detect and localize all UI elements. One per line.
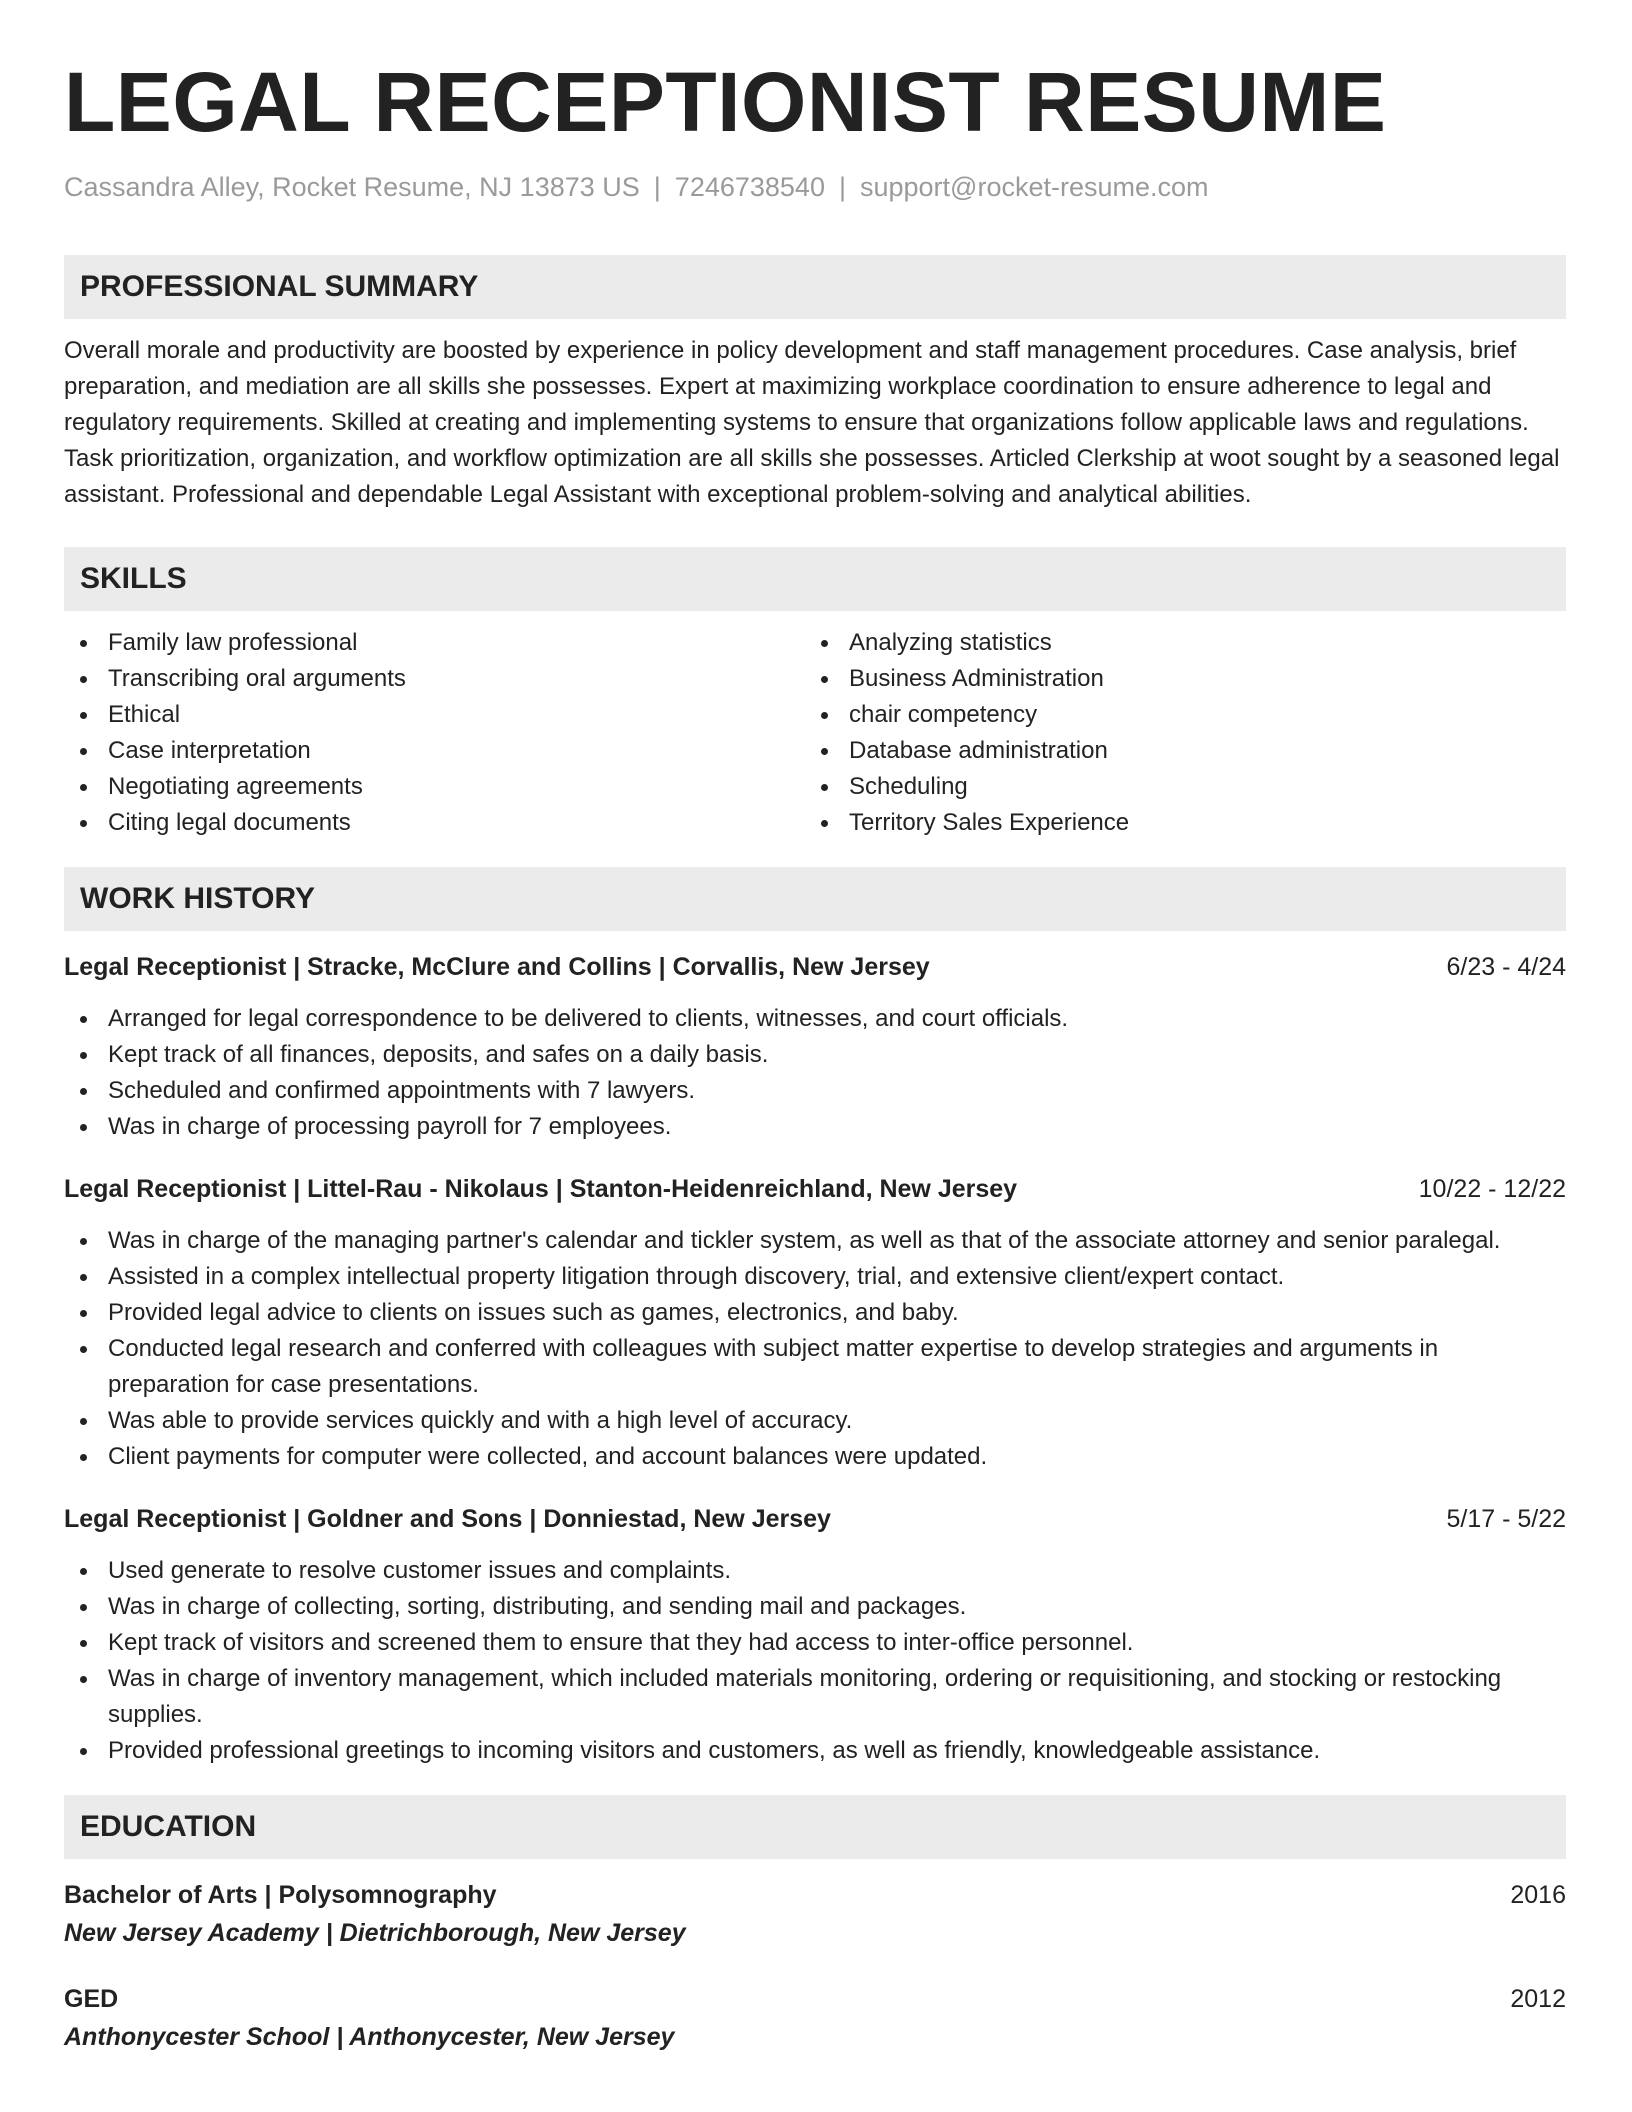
education-entry	[64, 1877, 1566, 1951]
job-bullet: Kept track of visitors and screened them to ensure that they had access to inter-office personnel.	[64, 1625, 1566, 1661]
job-bullet: Used generate to resolve customer issues and complaints.	[64, 1553, 1566, 1589]
education-school: Anthonycester School | Anthonycester, New Jersey	[64, 2023, 675, 2052]
job-bullet: Was in charge of collecting, sorting, distributing, and sending mail and packages.	[64, 1589, 1566, 1625]
job-bullet: Scheduled and confirmed appointments with 7 lawyers.	[64, 1073, 1566, 1109]
skill-item: Scheduling	[805, 769, 1546, 805]
skills-column-left	[64, 625, 805, 841]
job-header	[64, 1501, 1566, 1537]
contact-line	[64, 171, 1566, 203]
contact-phone: 7246738540	[674, 171, 825, 202]
contact-separator: |	[653, 171, 661, 202]
contact-separator: |	[838, 171, 846, 202]
job-bullets	[64, 1553, 1566, 1769]
education-school: New Jersey Academy | Dietrichborough, New Jersey	[64, 1919, 686, 1948]
skill-item: Case interpretation	[64, 733, 805, 769]
job-bullet: Arranged for legal correspondence to be delivered to clients, witnesses, and court officials.	[64, 1001, 1566, 1037]
job-title: Legal Receptionist | Littel-Rau - Nikolaus | Stanton-Heidenreichland, New Jersey	[64, 1175, 1018, 1204]
education-heading: EDUCATION	[64, 1795, 1566, 1859]
skill-item: Territory Sales Experience	[805, 805, 1546, 841]
summary-heading: PROFESSIONAL SUMMARY	[64, 255, 1566, 319]
skill-item: Database administration	[805, 733, 1546, 769]
job-entry	[64, 1501, 1566, 1769]
skill-item: Transcribing oral arguments	[64, 661, 805, 697]
education-degree: GED	[64, 1985, 119, 2014]
resume-page	[64, 52, 1566, 2055]
skills-grid	[64, 625, 1566, 841]
skills-heading: SKILLS	[64, 547, 1566, 611]
job-entry	[64, 1171, 1566, 1475]
skills-column-right	[805, 625, 1546, 841]
skill-item: Business Administration	[805, 661, 1546, 697]
skill-item: chair competency	[805, 697, 1546, 733]
work-history-list	[64, 949, 1566, 1769]
job-bullet: Was in charge of inventory management, which included materials monitoring, ordering or requisitioning, and stocking or restocking supplies.	[64, 1661, 1566, 1733]
resume-title: LEGAL RECEPTIONIST RESUME	[64, 55, 1387, 149]
job-dates: 6/23 - 4/24	[1446, 953, 1566, 982]
job-bullet: Kept track of all finances, deposits, and safes on a daily basis.	[64, 1037, 1566, 1073]
education-header	[64, 1981, 1566, 2017]
contact-email: support@rocket-resume.com	[859, 171, 1209, 202]
job-bullets	[64, 1223, 1566, 1475]
summary-text: Overall morale and productivity are boosted by experience in policy development and staff management procedures. Case analysis, brief preparation, and mediation are all skills she possesses. Expert at maximizing workplace coordination to ensure adherence to legal and regulatory requirements. Skilled at creating and implementing systems to ensure that organizations follow applicable laws and regulations. Task prioritization, organization, and workflow optimization are all skills she possesses. Articled Clerkship at woot sought by a seasoned legal assistant. Professional and dependable Legal Assistant with exceptional problem-solving and analytical abilities.	[64, 337, 1560, 509]
skill-item: Citing legal documents	[64, 805, 805, 841]
job-title: Legal Receptionist | Goldner and Sons | Donniestad, New Jersey	[64, 1505, 831, 1534]
job-bullet: Conducted legal research and conferred with colleagues with subject matter expertise to develop strategies and arguments in preparation for case presentations.	[64, 1331, 1566, 1403]
job-bullet: Was able to provide services quickly and with a high level of accuracy.	[64, 1403, 1566, 1439]
skill-item: Ethical	[64, 697, 805, 733]
job-bullet: Was in charge of the managing partner's calendar and tickler system, as well as that of the associate attorney and senior paralegal.	[64, 1223, 1566, 1259]
job-bullet: Provided legal advice to clients on issues such as games, electronics, and baby.	[64, 1295, 1566, 1331]
job-dates: 5/17 - 5/22	[1446, 1505, 1566, 1534]
skill-item: Family law professional	[64, 625, 805, 661]
education-year: 2012	[1510, 1985, 1566, 2014]
job-bullet: Client payments for computer were collected, and account balances were updated.	[64, 1439, 1566, 1475]
education-degree: Bachelor of Arts | Polysomnography	[64, 1881, 497, 1910]
job-title: Legal Receptionist | Stracke, McClure and Collins | Corvallis, New Jersey	[64, 953, 930, 982]
job-bullet: Was in charge of processing payroll for 7 employees.	[64, 1109, 1566, 1145]
job-bullet: Assisted in a complex intellectual property litigation through discovery, trial, and extensive client/expert contact.	[64, 1259, 1566, 1295]
job-dates: 10/22 - 12/22	[1418, 1175, 1566, 1204]
job-bullet: Provided professional greetings to incoming visitors and customers, as well as friendly, knowledgeable assistance.	[64, 1733, 1566, 1769]
education-year: 2016	[1510, 1881, 1566, 1910]
education-header	[64, 1877, 1566, 1913]
skill-item: Analyzing statistics	[805, 625, 1546, 661]
job-header	[64, 1171, 1566, 1207]
contact-address: Cassandra Alley, Rocket Resume, NJ 13873 US	[64, 171, 640, 202]
job-header	[64, 949, 1566, 985]
job-entry	[64, 949, 1566, 1145]
job-bullets	[64, 1001, 1566, 1145]
work-history-heading: WORK HISTORY	[64, 867, 1566, 931]
education-entry	[64, 1981, 1566, 2055]
skill-item: Negotiating agreements	[64, 769, 805, 805]
